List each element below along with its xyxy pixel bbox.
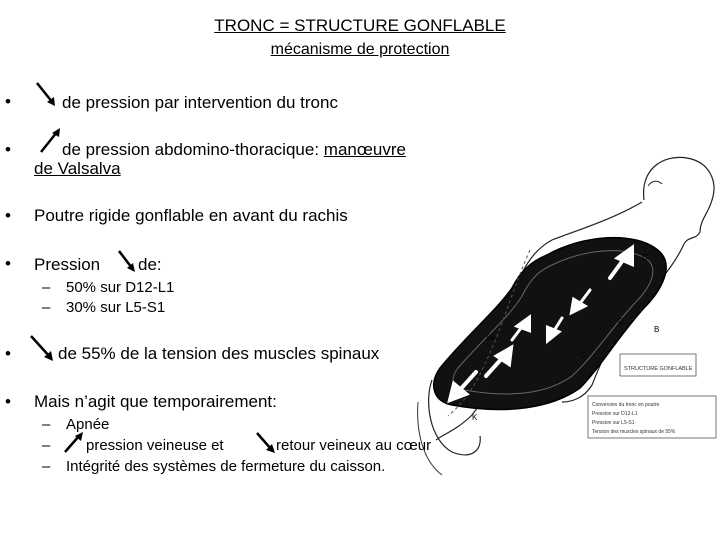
slide-title: TRONC = STRUCTURE GONFLABLE (214, 16, 506, 35)
fig-caption-line4: Tension des muscles spinaux de 55% (592, 429, 676, 435)
bullet-marker: • (5, 140, 11, 159)
bullet-pressure-label: Pression (34, 255, 101, 274)
fig-caption-line1: Conversion du tronc en poutre (592, 402, 660, 408)
arrow-up-icon (37, 125, 63, 155)
arrow-down-icon (254, 430, 278, 456)
bullet-marker: • (5, 344, 11, 363)
fig-label-g: G (580, 351, 587, 360)
valsalva-text: de Valsalva (34, 159, 121, 178)
manoeuvre-word: manœuvre (323, 140, 406, 159)
trunk-illustration (412, 140, 720, 480)
sub-venous-pressure: pression veineuse et (86, 437, 224, 454)
sub-dash: – (42, 299, 51, 316)
bullet-temporary: Mais n’agit que temporairement: (34, 392, 277, 411)
bullet-pressure-de: de: (138, 255, 162, 274)
bullet-marker: • (5, 92, 11, 111)
slide-subtitle: mécanisme de protection (270, 41, 450, 58)
fig-label-c: C (642, 253, 648, 262)
bullet-muscle-tension: de 55% de la tension des muscles spinaux (58, 344, 380, 363)
sub-venous-return: retour veineux au cœur (276, 437, 432, 454)
fig-caption-line2: Pression sur D12-L1 (592, 411, 638, 417)
fig-label-b: B (654, 325, 660, 334)
bullet-marker: • (5, 392, 11, 411)
fig-label-k: K (472, 413, 478, 422)
arrow-down-icon (34, 80, 58, 108)
sub-dash: – (42, 458, 51, 475)
bullet-marker: • (5, 254, 11, 273)
fig-label-s: S (486, 333, 492, 342)
bullet-abdominal-pressure-text: de pression abdomino-thoracique: (62, 140, 324, 159)
bullet-marker: • (5, 206, 11, 225)
arrow-down-icon (28, 333, 56, 363)
sub-dash: – (42, 416, 51, 433)
fig-label-a: A (490, 335, 495, 342)
fig-label-d: D (618, 317, 624, 326)
sub-closure-integrity: Intégrité des systèmes de fermeture du caisson. (66, 458, 386, 475)
bullet-rigid-beam: Poutre rigide gonflable en avant du rachis (34, 206, 348, 225)
arrow-up-icon (62, 429, 86, 455)
sub-dash: – (42, 437, 51, 454)
arrow-down-icon (116, 248, 138, 274)
fig-caption-structure: STRUCTURE GONFLABLE (624, 366, 693, 372)
sub-l5-s1: 30% sur L5-S1 (66, 299, 166, 316)
bullet-decrease-pressure: de pression par intervention du tronc (62, 93, 338, 112)
sub-dash: – (42, 279, 51, 296)
sub-d12-l1: 50% sur D12-L1 (66, 279, 175, 296)
fig-caption-line3: Pression sur L5-S1 (592, 420, 635, 426)
bullet-abdominal-pressure (62, 140, 406, 160)
sub-apnee: Apnée (66, 416, 110, 433)
